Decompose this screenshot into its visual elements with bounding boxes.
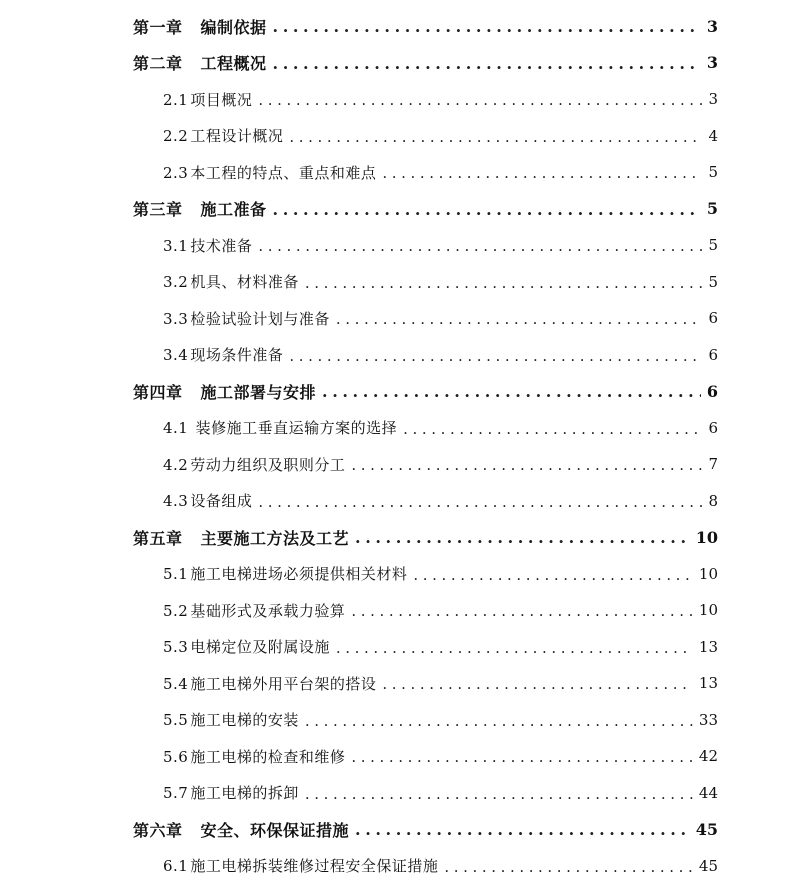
toc-leader-dots <box>351 747 693 767</box>
toc-page-number: 3 <box>707 53 718 72</box>
toc-entry-title <box>163 490 252 511</box>
toc-entry-number: 第三章 <box>133 200 183 219</box>
toc-entry-number: 6.1 <box>163 857 188 875</box>
toc-chapter-row[interactable] <box>0 519 793 556</box>
toc-entry-title <box>163 636 330 657</box>
toc-entry-number: 3.1 <box>163 237 188 255</box>
toc-entry-number: 4.3 <box>163 492 188 510</box>
toc-leader-dots <box>444 857 693 877</box>
toc-section-row[interactable] <box>0 446 793 483</box>
toc-page-number: 6 <box>708 309 718 327</box>
toc-entry-text: 施工电梯拆装维修过程安全保证措施 <box>190 857 438 875</box>
toc-entry-title <box>133 818 349 841</box>
toc-entry-number: 3.3 <box>163 310 188 328</box>
toc-entry-title <box>133 51 267 74</box>
toc-page-number: 42 <box>699 747 718 765</box>
toc-section-row[interactable] <box>0 300 793 337</box>
toc-leader-dots <box>273 54 701 74</box>
toc-leader-dots <box>351 455 702 475</box>
toc-chapter-row[interactable] <box>0 811 793 848</box>
toc-page-number: 6 <box>707 382 718 401</box>
toc-entry-text: 工程设计概况 <box>190 127 283 145</box>
toc-section-row[interactable] <box>0 592 793 629</box>
toc-leader-dots <box>273 17 701 37</box>
toc-section-row[interactable] <box>0 665 793 702</box>
toc-entry-number: 5.5 <box>163 711 188 729</box>
toc-leader-dots <box>305 711 693 731</box>
toc-entry-title <box>163 855 438 876</box>
toc-page-number: 45 <box>699 857 718 875</box>
toc-entry-title <box>163 563 407 584</box>
toc-page-number: 13 <box>699 638 718 656</box>
toc-entry-number: 第一章 <box>133 18 183 37</box>
toc-entry-text: 施工部署与安排 <box>201 383 317 402</box>
toc-section-row[interactable] <box>0 775 793 812</box>
toc-entry-text: 施工电梯的拆卸 <box>190 784 299 802</box>
toc-entry-text: 施工电梯的检查和维修 <box>190 748 345 766</box>
toc-section-row[interactable] <box>0 81 793 118</box>
toc-entry-number: 5.3 <box>163 638 188 656</box>
toc-entry-title <box>133 380 316 403</box>
toc-entry-number: 2.3 <box>163 164 188 182</box>
toc-leader-dots <box>289 346 702 366</box>
toc-entry-title <box>163 673 376 694</box>
toc-page-number: 10 <box>699 565 718 583</box>
toc-page-number: 8 <box>708 492 718 510</box>
toc-chapter-row[interactable] <box>0 373 793 410</box>
toc-page-number: 6 <box>708 346 718 364</box>
toc-leader-dots <box>351 601 693 621</box>
toc-leader-dots <box>289 127 702 147</box>
toc-entry-title <box>163 454 345 475</box>
toc-leader-dots <box>336 309 702 329</box>
toc-entry-title <box>163 162 376 183</box>
toc-leader-dots <box>305 784 693 804</box>
toc-entry-text: 本工程的特点、重点和难点 <box>190 164 376 182</box>
toc-entry-number: 第二章 <box>133 54 183 73</box>
toc-entry-title <box>133 15 267 38</box>
toc-entry-text: 装修施工垂直运输方案的选择 <box>190 419 397 437</box>
toc-chapter-row[interactable] <box>0 8 793 45</box>
toc-page-number: 5 <box>708 236 718 254</box>
toc-entry-text: 检验试验计划与准备 <box>190 310 330 328</box>
toc-entry-text: 项目概况 <box>190 91 252 109</box>
toc-page-number: 4 <box>708 127 718 145</box>
toc-section-row[interactable] <box>0 227 793 264</box>
toc-leader-dots <box>258 492 702 512</box>
toc-entry-number: 5.1 <box>163 565 188 583</box>
toc-entry-text: 安全、环保保证措施 <box>201 821 350 840</box>
toc-page-number: 45 <box>696 820 718 839</box>
toc-entry-number: 第四章 <box>133 383 183 402</box>
toc-chapter-row[interactable] <box>0 191 793 228</box>
toc-leader-dots <box>413 565 693 585</box>
toc-section-row[interactable] <box>0 118 793 155</box>
toc-leader-dots <box>305 273 702 293</box>
toc-section-row[interactable] <box>0 738 793 775</box>
toc-entry-title <box>163 782 299 803</box>
toc-section-row[interactable] <box>0 702 793 739</box>
toc-entry-number: 3.2 <box>163 273 188 291</box>
toc-section-row[interactable] <box>0 483 793 520</box>
toc-page-number: 44 <box>699 784 718 802</box>
toc-entry-number: 3.4 <box>163 346 188 364</box>
toc-entry-title <box>163 235 252 256</box>
toc-entry-number: 2.2 <box>163 127 188 145</box>
toc-entry-text: 基础形式及承载力验算 <box>190 602 345 620</box>
toc-entry-title <box>163 417 397 438</box>
toc-leader-dots <box>322 382 701 402</box>
toc-leader-dots <box>382 163 702 183</box>
toc-section-row[interactable] <box>0 337 793 374</box>
toc-page-number: 10 <box>699 601 718 619</box>
table-of-contents <box>0 8 793 884</box>
toc-page-number: 33 <box>699 711 718 729</box>
toc-entry-title <box>163 125 283 146</box>
toc-entry-title <box>163 271 299 292</box>
toc-entry-number: 5.2 <box>163 602 188 620</box>
toc-entry-number: 4.1 <box>163 419 188 437</box>
toc-entry-text: 编制依据 <box>201 18 267 37</box>
toc-leader-dots <box>258 236 702 256</box>
toc-entry-title <box>163 308 330 329</box>
toc-section-row[interactable] <box>0 629 793 666</box>
toc-leader-dots <box>403 419 702 439</box>
toc-leader-dots <box>355 528 690 548</box>
toc-page-number: 5 <box>708 273 718 291</box>
toc-entry-text: 施工准备 <box>201 200 267 219</box>
toc-entry-number: 第六章 <box>133 821 183 840</box>
toc-page-number: 7 <box>708 455 718 473</box>
toc-leader-dots <box>355 820 690 840</box>
toc-entry-title <box>163 600 345 621</box>
toc-section-row[interactable] <box>0 154 793 191</box>
toc-page-number: 10 <box>696 528 718 547</box>
toc-entry-text: 工程概况 <box>201 54 267 73</box>
toc-entry-text: 技术准备 <box>190 237 252 255</box>
toc-entry-number: 4.2 <box>163 456 188 474</box>
toc-section-row[interactable] <box>0 848 793 884</box>
toc-entry-number: 5.7 <box>163 784 188 802</box>
toc-entry-number: 5.6 <box>163 748 188 766</box>
toc-entry-number: 第五章 <box>133 529 183 548</box>
toc-entry-title <box>163 746 345 767</box>
toc-section-row[interactable] <box>0 410 793 447</box>
toc-entry-text: 劳动力组织及职则分工 <box>190 456 345 474</box>
toc-page-number: 6 <box>708 419 718 437</box>
toc-page-number: 13 <box>699 674 718 692</box>
toc-entry-title <box>163 709 299 730</box>
toc-section-row[interactable] <box>0 556 793 593</box>
toc-page-number: 3 <box>707 17 718 36</box>
toc-page-number: 5 <box>708 163 718 181</box>
toc-entry-title <box>133 526 349 549</box>
toc-entry-number: 5.4 <box>163 675 188 693</box>
toc-leader-dots <box>258 90 702 110</box>
toc-entry-text: 施工电梯外用平台架的搭设 <box>190 675 376 693</box>
toc-entry-text: 主要施工方法及工艺 <box>201 529 350 548</box>
toc-leader-dots <box>273 200 701 220</box>
toc-entry-text: 电梯定位及附属设施 <box>190 638 330 656</box>
toc-entry-text: 机具、材料准备 <box>190 273 299 291</box>
toc-entry-title <box>163 89 252 110</box>
toc-page-number: 5 <box>707 199 718 218</box>
toc-entry-number: 2.1 <box>163 91 188 109</box>
toc-leader-dots <box>382 674 693 694</box>
toc-entry-title <box>163 344 283 365</box>
toc-entry-text: 现场条件准备 <box>190 346 283 364</box>
toc-section-row[interactable] <box>0 264 793 301</box>
toc-entry-title <box>133 197 267 220</box>
toc-entry-text: 设备组成 <box>190 492 252 510</box>
toc-chapter-row[interactable] <box>0 45 793 82</box>
toc-entry-text: 施工电梯的安装 <box>190 711 299 729</box>
toc-entry-text: 施工电梯进场必须提供相关材料 <box>190 565 407 583</box>
toc-leader-dots <box>336 638 693 658</box>
toc-page-number: 3 <box>708 90 718 108</box>
